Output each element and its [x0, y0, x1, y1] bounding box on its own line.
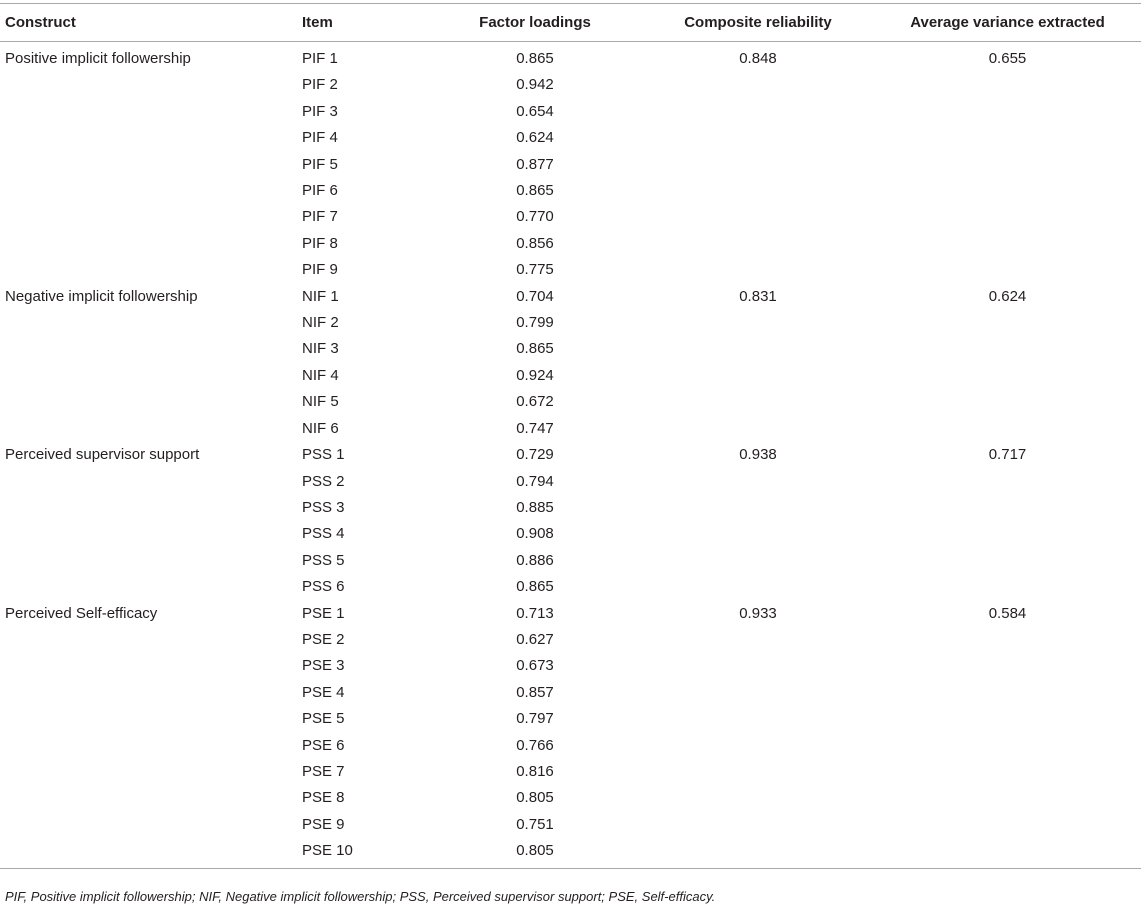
- cell-item: PSE 2: [302, 630, 345, 648]
- cell-construct: [0, 521, 298, 547]
- cell-average-variance-extracted: [874, 733, 1141, 759]
- table-row: [0, 72, 1141, 98]
- cell-composite-reliability: [642, 152, 874, 178]
- cell-item: NIF 3: [302, 340, 339, 358]
- cell-item: PSS 5: [302, 551, 345, 569]
- table-row: [0, 231, 1141, 257]
- cell-construct: [0, 389, 298, 415]
- header-composite-reliability: Composite reliability: [642, 4, 874, 42]
- table-row: [0, 152, 1141, 178]
- cell-average-variance-extracted: [874, 706, 1141, 732]
- cell-composite-reliability: [642, 838, 874, 867]
- table-row: [0, 759, 1141, 785]
- cell-construct: [0, 99, 298, 125]
- cell-composite-reliability: [642, 72, 874, 98]
- table-row: [0, 310, 1141, 336]
- table-row: [0, 495, 1141, 521]
- cell-item: NIF 4: [302, 366, 339, 384]
- table-container: [0, 3, 1141, 868]
- cell-composite-reliability: [642, 574, 874, 600]
- table-row: [0, 548, 1141, 574]
- cell-composite-reliability: [642, 653, 874, 679]
- table-row: [0, 336, 1141, 362]
- cell-factor-loading: 0.886: [516, 551, 554, 569]
- cell-construct: [0, 759, 298, 785]
- cell-item: PIF 8: [302, 234, 338, 252]
- cell-factor-loading: 0.908: [516, 525, 554, 543]
- cell-average-variance-extracted: 0.624: [988, 287, 1027, 305]
- cell-item: PSE 9: [302, 815, 345, 833]
- cell-factor-loading: 0.797: [516, 710, 554, 728]
- cell-item: PIF 1: [302, 50, 338, 67]
- cell-average-variance-extracted: [874, 548, 1141, 574]
- table-row: [0, 574, 1141, 600]
- cell-average-variance-extracted: [874, 310, 1141, 336]
- cell-factor-loading: 0.704: [516, 287, 554, 305]
- cell-item: PSE 3: [302, 657, 345, 675]
- cell-factor-loading: 0.816: [516, 762, 554, 780]
- table-row: [0, 416, 1141, 442]
- cell-average-variance-extracted: [874, 257, 1141, 283]
- cell-item: PSS 1: [302, 446, 345, 464]
- table-row: [0, 178, 1141, 204]
- cell-construct: [0, 469, 298, 495]
- cell-item: PIF 6: [302, 182, 338, 200]
- cell-composite-reliability: [642, 733, 874, 759]
- cell-item: PSE 8: [302, 789, 345, 807]
- cell-factor-loading: 0.865: [516, 182, 554, 200]
- cell-construct: [0, 416, 298, 442]
- cell-construct: [0, 680, 298, 706]
- cell-composite-reliability: 0.933: [739, 604, 777, 622]
- table-row: [0, 627, 1141, 653]
- cell-composite-reliability: [642, 231, 874, 257]
- cell-average-variance-extracted: 0.717: [988, 446, 1027, 464]
- table-body: [0, 42, 1141, 868]
- cell-factor-loading: 0.942: [516, 76, 554, 94]
- cell-factor-loading: 0.805: [516, 789, 554, 807]
- cell-construct: [0, 336, 298, 362]
- cell-composite-reliability: [642, 759, 874, 785]
- cell-construct: [0, 231, 298, 257]
- cell-average-variance-extracted: [874, 125, 1141, 151]
- cell-item: PIF 4: [302, 129, 338, 147]
- cell-average-variance-extracted: [874, 469, 1141, 495]
- cell-composite-reliability: [642, 336, 874, 362]
- cell-factor-loading: 0.627: [516, 630, 554, 648]
- table-row: [0, 680, 1141, 706]
- cell-average-variance-extracted: [874, 336, 1141, 362]
- table-row: [0, 284, 1141, 310]
- cell-average-variance-extracted: [874, 416, 1141, 442]
- table-header-row: [0, 4, 1141, 42]
- cell-item: NIF 2: [302, 314, 339, 332]
- cell-composite-reliability: 0.831: [739, 287, 777, 305]
- table-row: [0, 733, 1141, 759]
- cell-average-variance-extracted: [874, 627, 1141, 653]
- cell-average-variance-extracted: 0.584: [988, 604, 1027, 622]
- cell-item: PSE 4: [302, 683, 345, 701]
- cell-item: PSS 4: [302, 525, 345, 543]
- table-bottom-rule: [0, 868, 1141, 869]
- cell-construct: [0, 152, 298, 178]
- cell-construct: [0, 310, 298, 336]
- cell-construct: [0, 495, 298, 521]
- cell-factor-loading: 0.770: [516, 208, 554, 226]
- cell-item: PSE 5: [302, 710, 345, 728]
- table-row: [0, 125, 1141, 151]
- cell-item: PIF 7: [302, 208, 338, 226]
- cell-construct: Perceived supervisor support: [5, 446, 200, 464]
- cell-composite-reliability: [642, 521, 874, 547]
- cell-item: PSS 2: [302, 472, 345, 490]
- cell-factor-loading: 0.654: [516, 102, 554, 120]
- table-row: [0, 601, 1141, 627]
- cell-item: PSE 6: [302, 736, 345, 754]
- cell-item: PIF 2: [302, 76, 338, 94]
- cell-item: PSE 1: [302, 604, 345, 622]
- cell-item: PSS 6: [302, 578, 345, 596]
- cell-factor-loading: 0.805: [516, 842, 554, 860]
- cell-composite-reliability: [642, 363, 874, 389]
- table-row: [0, 389, 1141, 415]
- cell-item: PSE 7: [302, 762, 345, 780]
- cell-composite-reliability: [642, 416, 874, 442]
- header-construct: Construct: [0, 4, 298, 42]
- cell-factor-loading: 0.673: [516, 657, 554, 675]
- cell-construct: [0, 733, 298, 759]
- cell-construct: [0, 653, 298, 679]
- cell-factor-loading: 0.865: [516, 50, 554, 67]
- cell-average-variance-extracted: [874, 838, 1141, 867]
- cell-factor-loading: 0.885: [516, 498, 554, 516]
- cell-factor-loading: 0.794: [516, 472, 554, 490]
- cell-composite-reliability: [642, 548, 874, 574]
- cell-average-variance-extracted: [874, 152, 1141, 178]
- cell-item: PIF 5: [302, 155, 338, 173]
- cell-factor-loading: 0.865: [516, 340, 554, 358]
- cell-average-variance-extracted: [874, 812, 1141, 838]
- cell-composite-reliability: [642, 178, 874, 204]
- cell-construct: [0, 204, 298, 230]
- header-average-variance-extracted: Average variance extracted: [874, 4, 1141, 42]
- cell-composite-reliability: 0.938: [739, 446, 777, 464]
- cell-average-variance-extracted: [874, 680, 1141, 706]
- table-row: [0, 442, 1141, 468]
- cell-construct: [0, 838, 298, 867]
- cell-construct: [0, 627, 298, 653]
- cell-factor-loading: 0.865: [516, 578, 554, 596]
- cell-average-variance-extracted: [874, 231, 1141, 257]
- table-row: [0, 469, 1141, 495]
- table-row: [0, 363, 1141, 389]
- cell-composite-reliability: [642, 785, 874, 811]
- cell-composite-reliability: [642, 99, 874, 125]
- factor-loadings-table: [0, 3, 1141, 868]
- cell-factor-loading: 0.729: [516, 446, 554, 464]
- header-factor-loadings: Factor loadings: [428, 4, 642, 42]
- cell-average-variance-extracted: [874, 72, 1141, 98]
- cell-factor-loading: 0.624: [516, 129, 554, 147]
- cell-average-variance-extracted: [874, 204, 1141, 230]
- cell-construct: Perceived Self-efficacy: [5, 604, 158, 622]
- cell-average-variance-extracted: 0.655: [988, 50, 1027, 67]
- cell-composite-reliability: [642, 680, 874, 706]
- table-row: [0, 838, 1141, 867]
- cell-composite-reliability: [642, 257, 874, 283]
- cell-item: PIF 9: [302, 261, 338, 279]
- cell-composite-reliability: [642, 627, 874, 653]
- table-row: [0, 204, 1141, 230]
- cell-average-variance-extracted: [874, 521, 1141, 547]
- cell-item: PSE 10: [302, 842, 353, 860]
- cell-factor-loading: 0.857: [516, 683, 554, 701]
- cell-construct: [0, 125, 298, 151]
- cell-average-variance-extracted: [874, 389, 1141, 415]
- cell-construct: [0, 812, 298, 838]
- cell-construct: [0, 706, 298, 732]
- cell-item: NIF 1: [302, 287, 339, 305]
- table-footnote: PIF, Positive implicit followership; NIF, Negative implicit followership; PSS, Perceived supervisor support; PSE, Self-efficacy.: [5, 889, 716, 904]
- table-row: [0, 99, 1141, 125]
- cell-average-variance-extracted: [874, 99, 1141, 125]
- cell-composite-reliability: [642, 204, 874, 230]
- cell-composite-reliability: [642, 812, 874, 838]
- cell-average-variance-extracted: [874, 363, 1141, 389]
- cell-construct: [0, 548, 298, 574]
- cell-composite-reliability: [642, 125, 874, 151]
- cell-average-variance-extracted: [874, 178, 1141, 204]
- cell-construct: [0, 574, 298, 600]
- table-row: [0, 706, 1141, 732]
- cell-composite-reliability: 0.848: [739, 50, 777, 67]
- cell-factor-loading: 0.775: [516, 261, 554, 279]
- cell-composite-reliability: [642, 310, 874, 336]
- cell-item: PIF 3: [302, 102, 338, 120]
- cell-item: PSS 3: [302, 498, 345, 516]
- cell-composite-reliability: [642, 706, 874, 732]
- table-row: [0, 521, 1141, 547]
- cell-construct: [0, 72, 298, 98]
- cell-factor-loading: 0.747: [516, 419, 554, 437]
- cell-factor-loading: 0.856: [516, 234, 554, 252]
- cell-construct: [0, 785, 298, 811]
- cell-composite-reliability: [642, 389, 874, 415]
- table-row: [0, 812, 1141, 838]
- cell-construct: Negative implicit followership: [5, 287, 198, 305]
- cell-factor-loading: 0.672: [516, 393, 554, 411]
- table-row: [0, 653, 1141, 679]
- cell-factor-loading: 0.713: [516, 604, 554, 622]
- table-row: [0, 42, 1141, 73]
- header-item: Item: [298, 4, 428, 42]
- cell-average-variance-extracted: [874, 785, 1141, 811]
- cell-average-variance-extracted: [874, 574, 1141, 600]
- cell-factor-loading: 0.799: [516, 314, 554, 332]
- cell-average-variance-extracted: [874, 653, 1141, 679]
- cell-composite-reliability: [642, 469, 874, 495]
- cell-average-variance-extracted: [874, 759, 1141, 785]
- cell-factor-loading: 0.766: [516, 736, 554, 754]
- cell-construct: Positive implicit followership: [5, 50, 191, 67]
- cell-average-variance-extracted: [874, 495, 1141, 521]
- cell-item: NIF 5: [302, 393, 339, 411]
- cell-factor-loading: 0.877: [516, 155, 554, 173]
- cell-item: NIF 6: [302, 419, 339, 437]
- cell-construct: [0, 178, 298, 204]
- table-row: [0, 257, 1141, 283]
- table-row: [0, 785, 1141, 811]
- cell-construct: [0, 257, 298, 283]
- cell-factor-loading: 0.924: [516, 366, 554, 384]
- cell-composite-reliability: [642, 495, 874, 521]
- cell-factor-loading: 0.751: [516, 815, 554, 833]
- cell-construct: [0, 363, 298, 389]
